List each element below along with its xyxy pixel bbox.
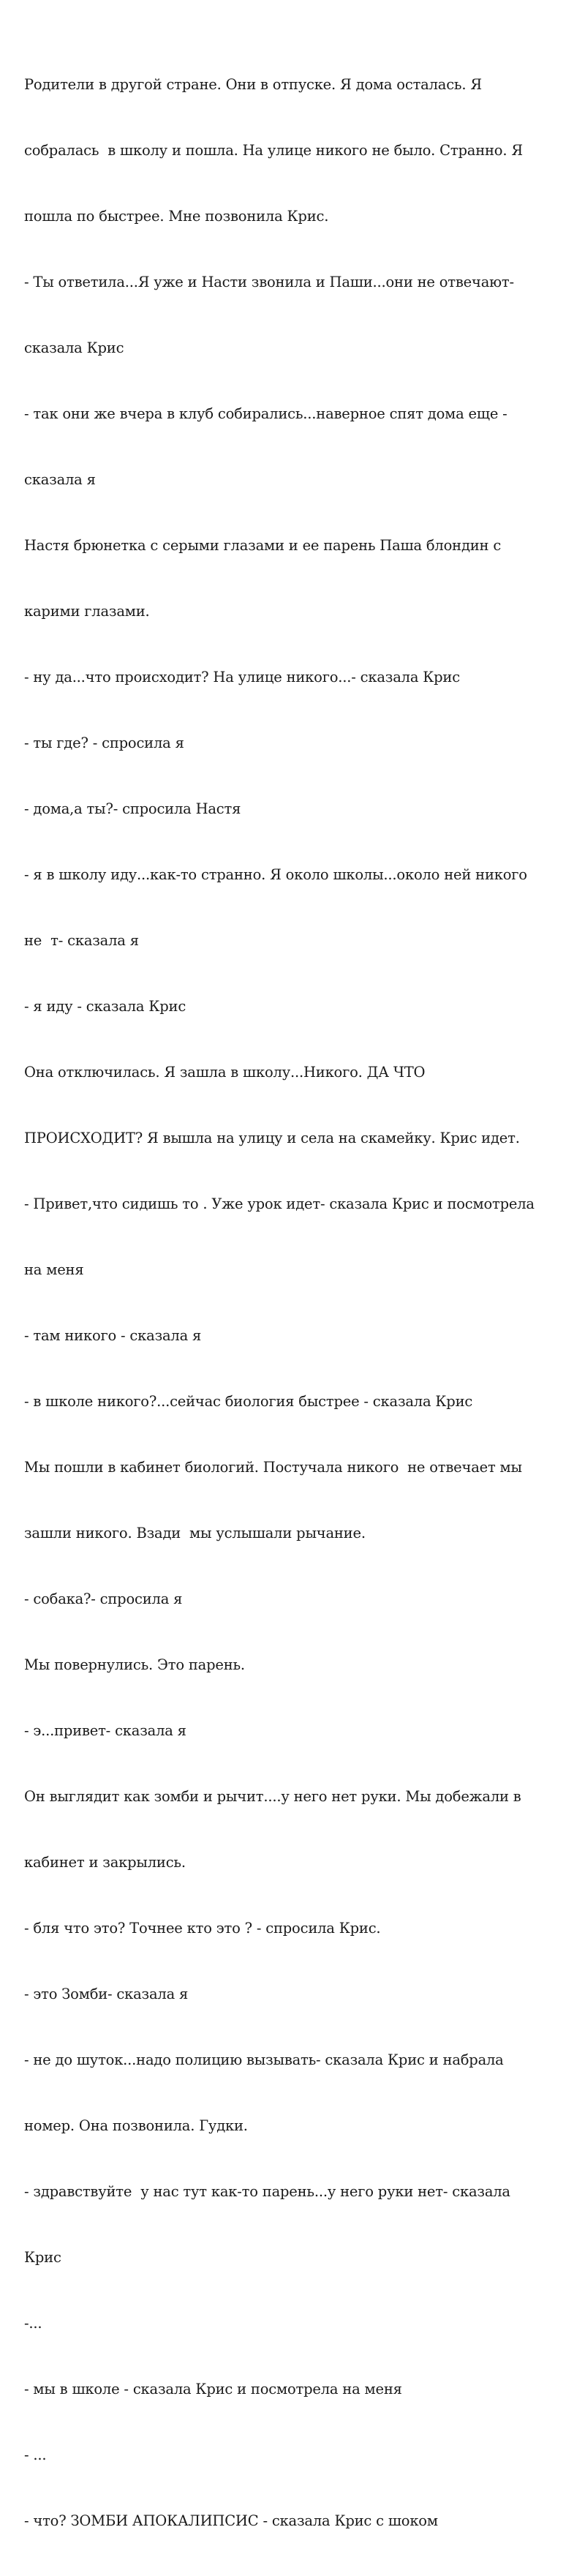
text-line: карими глазами. <box>24 603 150 620</box>
text-line: - ну да...что происходит? На улице никого...- сказала Крис <box>24 669 460 686</box>
text-line: Мы пошли в кабинет биологий. Постучала никого не отвечает мы <box>24 1459 522 1476</box>
text-line: не т- сказала я <box>24 932 139 949</box>
text-line: собралась в школу и пошла. На улице никого не было. Странно. Я <box>24 142 523 159</box>
text-line: зашли никого. Взади мы услышали рычание. <box>24 1525 366 1542</box>
text-line: на меня <box>24 1261 84 1278</box>
text-line: Родители в другой стране. Они в отпуске. Я дома осталась. Я <box>24 76 482 93</box>
text-line: сказала я <box>24 471 96 488</box>
text-line: Мы повернулись. Это парень. <box>24 1656 245 1673</box>
text-line: - это Зомби- сказала я <box>24 1986 189 2002</box>
text-line: Настя брюнетка с серыми глазами и ее парень Паша блондин с <box>24 537 502 554</box>
text-line: Крис <box>24 2249 61 2266</box>
text-line: - в школе никого?...сейчас биология быстрее - сказала Крис <box>24 1393 473 1410</box>
text-line: - там никого - сказала я <box>24 1327 202 1344</box>
text-line: - бля что это? Точнее кто это ? - спросила Крис. <box>24 1920 381 1937</box>
text-line: - ... <box>24 2447 47 2463</box>
text-line: Он выглядит как зомби и рычит....у него нет руки. Мы добежали в <box>24 1788 521 1805</box>
text-line: номер. Она позвонила. Гудки. <box>24 2117 248 2134</box>
text-line: - мы в школе - сказала Крис и посмотрела на меня <box>24 2381 402 2397</box>
text-line: - так они же вчера в клуб собирались...наверное спят дома еще - <box>24 405 507 422</box>
text-line: - не до шуток...надо полицию вызывать- сказала Крис и набрала <box>24 2051 504 2068</box>
text-line: - что? ЗОМБИ АПОКАЛИПСИС - сказала Крис с шоком <box>24 2512 438 2529</box>
text-line: пошла по быстрее. Мне позвонила Крис. <box>24 208 329 225</box>
text-line: - Привет,что сидишь то . Уже урок идет- сказала Крис и посмотрела <box>24 1195 535 1212</box>
text-line: сказала Крис <box>24 339 124 356</box>
text-line: - здравствуйте у нас тут как-то парень...у него руки нет- сказала <box>24 2183 510 2200</box>
text-line: - я иду - сказала Крис <box>24 998 186 1015</box>
text-line: - дома,а ты?- спросила Настя <box>24 800 241 817</box>
text-line: - Ты ответила...Я уже и Насти звонила и Паши...они не отвечают- <box>24 274 514 290</box>
text-line: - я в школу иду...как-то странно. Я около школы...около ней никого <box>24 866 527 883</box>
text-line: -... <box>24 2315 42 2332</box>
text-line: ПРОИСХОДИТ? Я вышла на улицу и села на скамейку. Крис идет. <box>24 1130 520 1146</box>
text-line: - э...привет- сказала я <box>24 1722 186 1739</box>
story-text <box>24 30 580 2576</box>
text-line: - ты где? - спросила я <box>24 735 184 751</box>
text-line: - собака?- спросила я <box>24 1591 183 1607</box>
text-line: Она отключилась. Я зашла в школу...Никого. ДА ЧТО <box>24 1064 426 1081</box>
text-line: кабинет и закрылись. <box>24 1854 186 1871</box>
